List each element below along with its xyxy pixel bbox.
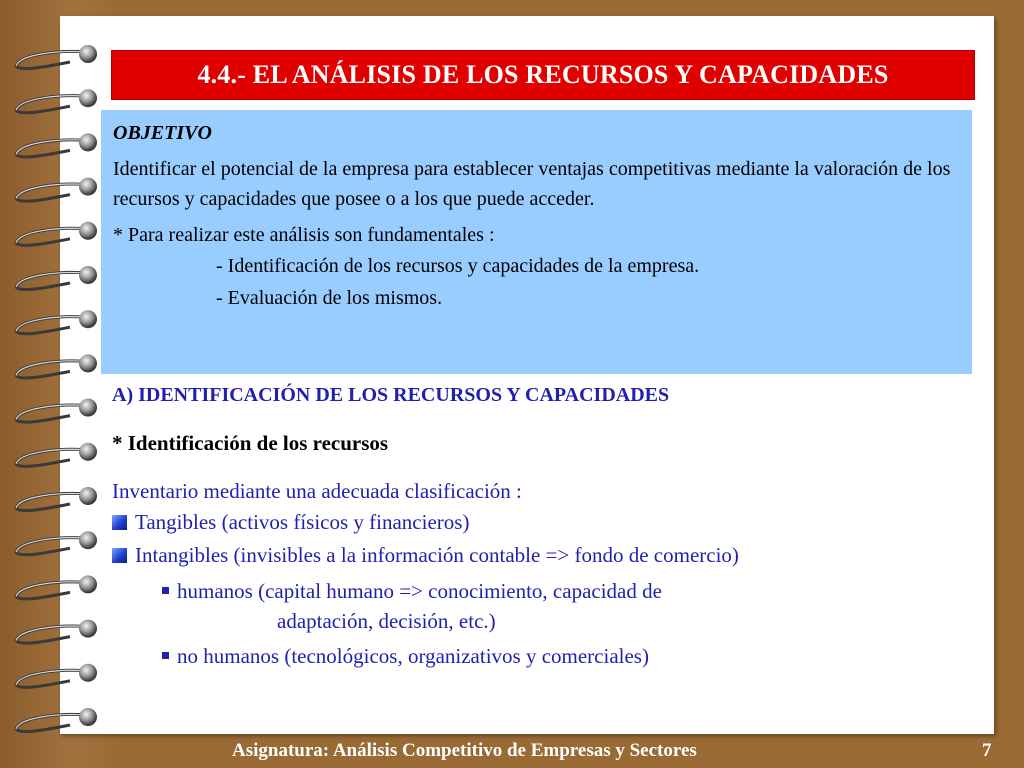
section-a-heading: A) IDENTIFICACIÓN DE LOS RECURSOS Y CAPACIDADES [112, 384, 670, 406]
binding-wire [16, 52, 86, 69]
humanos-line1: humanos (capital humano => conocimiento, capacidad de [177, 579, 662, 603]
spiral-binding-rings [0, 0, 110, 768]
list-item-intangibles [112, 543, 739, 568]
square-bullet-icon [112, 515, 127, 530]
binding-ring-hole [79, 620, 97, 638]
square-bullet-icon [112, 548, 127, 563]
binding-wire [16, 582, 86, 599]
binding-wire [16, 670, 86, 687]
binding-wire [16, 228, 86, 245]
binding-ring-hole [79, 266, 97, 284]
binding-ring-hole [79, 708, 97, 726]
binding-wire [16, 449, 86, 466]
binding-ring-hole [79, 178, 97, 196]
inventory-text: Inventario mediante una adecuada clasificación : [112, 479, 522, 503]
binding-ring-hole [79, 399, 97, 417]
binding-wire [16, 538, 86, 555]
binding-wire [16, 317, 86, 334]
binding-wire [16, 96, 86, 113]
objective-point-identification: - Identificación de los recursos y capacidades de la empresa. [216, 255, 700, 277]
list-item-tangibles [112, 510, 469, 535]
objective-text: Identificar el potencial de la empresa para establecer ventajas competitivas mediante la valoración de los recursos y capacidades que posee o a los que puede acceder. [113, 158, 951, 210]
tangibles-label: Tangibles (activos físicos y financieros) [135, 510, 470, 534]
binding-ring-hole [79, 222, 97, 240]
binding-wire [16, 715, 86, 732]
binding-ring-hole [79, 133, 97, 151]
binding-ring-hole [79, 487, 97, 505]
small-square-bullet-icon [162, 587, 169, 594]
objective-point-evaluation: - Evaluación de los mismos. [216, 287, 443, 309]
binding-ring-hole [79, 443, 97, 461]
binding-wire [16, 140, 86, 157]
binding-ring-hole [79, 531, 97, 549]
page-number: 7 [982, 740, 992, 761]
objective-box [101, 110, 972, 374]
sub-item-no-humanos [162, 641, 649, 671]
objective-intro: * Para realizar este análisis son fundamentales : [113, 224, 495, 246]
objective-heading: OBJETIVO [113, 122, 212, 144]
no-humanos-label: no humanos (tecnológicos, organizativos y comerciales) [177, 644, 649, 668]
binding-ring-hole [79, 310, 97, 328]
intangibles-label: Intangibles (invisibles a la información contable => fondo de comercio) [135, 543, 739, 567]
binding-wire [16, 494, 86, 511]
footer-course-name: Asignatura: Análisis Competitivo de Empresas y Sectores [232, 740, 697, 761]
small-square-bullet-icon [162, 652, 169, 659]
sub-item-humanos [162, 576, 662, 636]
binding-ring-hole [79, 575, 97, 593]
binding-ring-hole [79, 89, 97, 107]
slide-title: 4.4.- EL ANÁLISIS DE LOS RECURSOS Y CAPACIDADES [111, 50, 975, 100]
humanos-line2: adaptación, decisión, etc.) [277, 609, 496, 633]
binding-wire [16, 184, 86, 201]
resources-heading: * Identificación de los recursos [112, 431, 389, 455]
binding-wire [16, 361, 86, 378]
binding-wire [16, 405, 86, 422]
binding-wire [16, 273, 86, 290]
binding-wire [16, 626, 86, 643]
binding-ring-hole [79, 354, 97, 372]
binding-ring-hole [79, 45, 97, 63]
binding-ring-hole [79, 664, 97, 682]
